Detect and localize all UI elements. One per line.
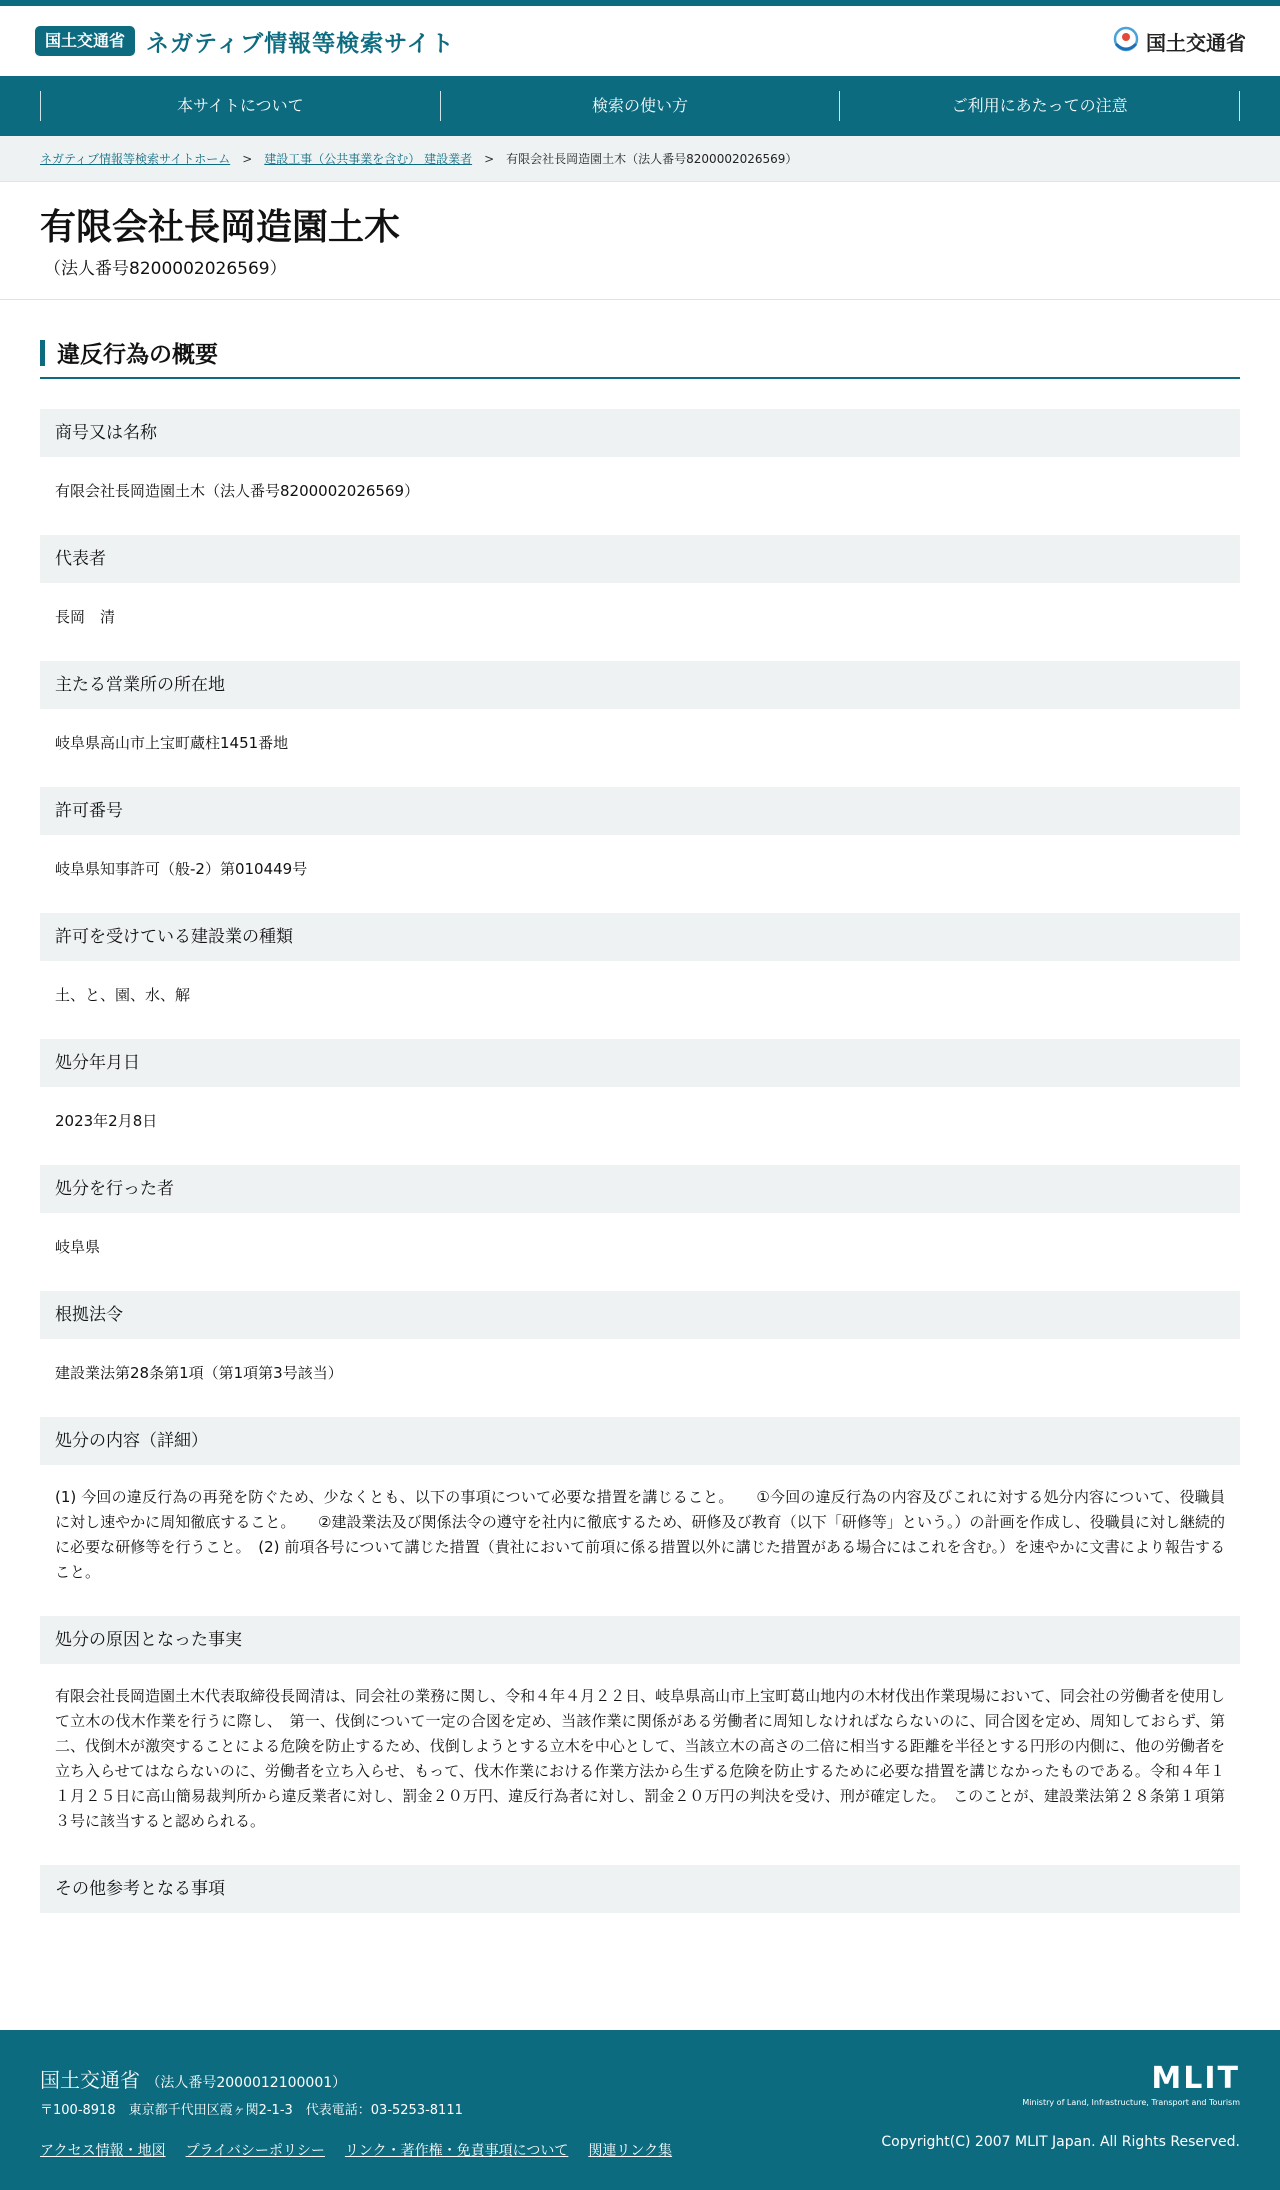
- ministry-logo[interactable]: [1112, 26, 1246, 56]
- field-value: 土、と、園、水、解: [55, 986, 191, 1004]
- page-title-area: [0, 182, 1280, 300]
- mlit-emblem-icon: [1112, 26, 1140, 56]
- field-license-number: [40, 787, 1240, 913]
- field-office-address: [40, 661, 1240, 787]
- field-disposition-date: [40, 1039, 1240, 1165]
- field-value: 有限会社長岡造園土木代表取締役長岡清は、同会社の業務に関し、令和４年４月２２日、岐阜県高山市上宝町葛山地内の木材伐出作業現場において、同会社の労働者を使用して立木の伐木作業を行うに際し、 第一、伐倒について一定の合図を定め、当該作業に関係がある労働者に周知しなければならないのに、同合図を定め、周知しておらず、第二、伐倒木が激突することによる危険を防止するため、伐倒しようとする立木を中心として、当該立木の高さの二倍に相当する距離を半径とする円形の内側に、他の労働者を立ち入らせてはならないのに、労働者を立ち入らせ、もって、伐木作業における作業方法から生ずる危険を防止するために必要な措置を講じなかったものである。令和４年１１月２５日に高山簡易裁判所から違反業者に対し、罰金２０万円、違反行為者に対し、罰金２０万円の判決を受け、刑が確定した。 このことが、建設業法第２８条第１項第３号に該当すると認められる。: [55, 1687, 1225, 1830]
- field-label: 処分の内容（詳細）: [40, 1417, 1240, 1465]
- main-content: [0, 300, 1280, 2054]
- footer-ministry: [40, 2064, 672, 2093]
- field-value: 2023年2月8日: [55, 1112, 158, 1130]
- field-label: 許可を受けている建設業の種類: [40, 913, 1240, 961]
- field-label: 商号又は名称: [40, 409, 1240, 457]
- nav-item-notes[interactable]: ご利用にあたっての注意: [839, 91, 1240, 121]
- page-title: 有限会社長岡造園土木: [40, 207, 401, 248]
- site-footer: [0, 2030, 1280, 2190]
- ministry-badge: 国土交通省: [35, 26, 135, 56]
- field-label: 処分の原因となった事実: [40, 1616, 1240, 1664]
- field-label: 主たる営業所の所在地: [40, 661, 1240, 709]
- site-brand[interactable]: [35, 25, 455, 58]
- section-heading-text: 違反行為の概要: [57, 342, 218, 368]
- nav-item-how-to-search[interactable]: 検索の使い方: [440, 91, 840, 121]
- field-label: 処分年月日: [40, 1039, 1240, 1087]
- corporate-number: （法人番号8200002026569）: [44, 259, 287, 279]
- heading-accent-bar: [40, 340, 45, 366]
- footer-link-privacy[interactable]: プライバシーポリシー: [185, 2143, 325, 2159]
- field-label: 許可番号: [40, 787, 1240, 835]
- footer-link-access[interactable]: アクセス情報・地図: [40, 2143, 166, 2159]
- breadcrumb-category-link[interactable]: 建設工事（公共事業を含む） 建設業者: [264, 152, 473, 166]
- field-value: 有限会社長岡造園土木（法人番号8200002026569）: [55, 482, 420, 500]
- breadcrumb-separator: >: [242, 151, 253, 166]
- breadcrumb-current: 有限会社長岡造園土木（法人番号8200002026569）: [506, 152, 798, 166]
- copyright: Copyright(C) 2007 MLIT Japan. All Rights Reserved.: [881, 2134, 1240, 2150]
- footer-link-related[interactable]: 関連リンク集: [588, 2143, 673, 2159]
- field-cause-facts: [40, 1616, 1240, 1865]
- field-value: 建設業法第28条第1項（第1項第3号該当）: [55, 1364, 343, 1382]
- field-value: 岐阜県高山市上宝町蔵柱1451番地: [55, 734, 289, 752]
- field-license-types: [40, 913, 1240, 1039]
- global-nav: [0, 76, 1280, 136]
- mlit-tagline: Ministry of Land, Infrastructure, Transport and Tourism: [1022, 2098, 1240, 2107]
- field-other-notes: [40, 1865, 1240, 1987]
- footer-ministry-name: 国土交通省: [40, 2068, 140, 2092]
- field-value: 岐阜県知事許可（般-2）第010449号: [55, 860, 308, 878]
- breadcrumb-separator: >: [484, 151, 495, 166]
- footer-link-copyright[interactable]: リンク・著作権・免責事項について: [344, 2143, 569, 2159]
- field-representative: [40, 535, 1240, 661]
- field-label: 代表者: [40, 535, 1240, 583]
- breadcrumb-home-link[interactable]: ネガティブ情報等検索サイトホーム: [40, 152, 231, 166]
- ministry-logo-text: 国土交通省: [1146, 30, 1246, 55]
- footer-corporate-number: （法人番号2000012100001）: [146, 2075, 347, 2091]
- field-label: 処分を行った者: [40, 1165, 1240, 1213]
- field-label: その他参考となる事項: [40, 1865, 1240, 1913]
- field-label: 根拠法令: [40, 1291, 1240, 1339]
- section-heading: [40, 336, 1240, 379]
- field-legal-basis: [40, 1291, 1240, 1417]
- site-title: ネガティブ情報等検索サイト: [146, 30, 455, 57]
- field-trade-name: [40, 409, 1240, 535]
- field-value: 長岡 清: [55, 608, 116, 626]
- field-value: 岐阜県: [55, 1238, 101, 1256]
- site-header: [0, 6, 1280, 76]
- footer-links: [40, 2140, 672, 2160]
- field-value: [40, 1913, 1240, 1987]
- breadcrumb: [0, 136, 1280, 182]
- footer-address: 〒100-8918 東京都千代田区霞ヶ関2-1-3 代表電話：03-5253-8111: [40, 2103, 463, 2118]
- field-value: (1) 今回の違反行為の再発を防ぐため、少なくとも、以下の事項について必要な措置を講じること。 ①今回の違反行為の内容及びこれに対する処分内容について、役職員に対し速やかに周知徹底すること。 ②建設業法及び関係法令の遵守を社内に徹底するため、研修及び教育（以下「研修等」という。）の計画を作成し、役職員に対し継続的に必要な研修等を行うこと。 (2) 前項各号について講じた措置（貴社において前項に係る措置以外に講じた措置がある場合にはこれを含む。）を速やかに文書により報告すること。: [55, 1488, 1225, 1581]
- nav-item-about[interactable]: 本サイトについて: [40, 91, 440, 121]
- field-disposition-details: [40, 1417, 1240, 1616]
- field-disposing-authority: [40, 1165, 1240, 1291]
- mlit-wordmark: MLIT: [1151, 2061, 1240, 2096]
